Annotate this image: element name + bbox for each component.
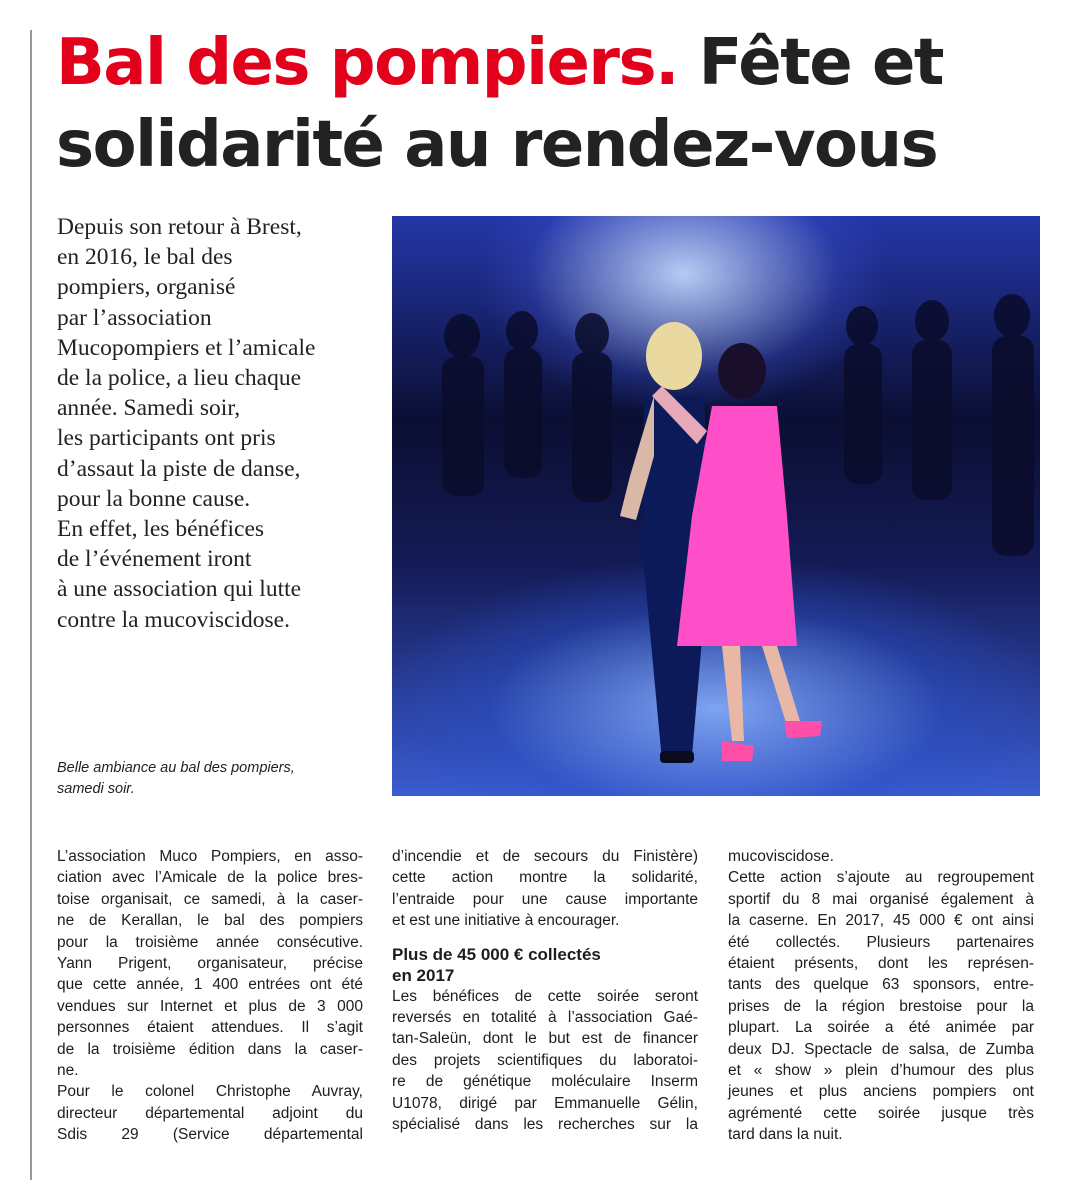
dance-photo-illustration: [392, 216, 1040, 796]
subheading-line: en 2017: [392, 965, 455, 985]
text-line: cette action montre la solidarité,: [392, 869, 698, 887]
text-line: sportif du 8 mai organisé également à: [728, 890, 1034, 908]
lead-line: de l’événement iront: [57, 546, 252, 573]
text-line: tants des quelque 63 sponsors, entre-: [728, 976, 1034, 994]
lead-line: Depuis son retour à Brest,: [57, 214, 302, 240]
headline: [56, 22, 1046, 186]
text-line: deux DJ. Spectacle de salsa, de Zumba: [728, 1040, 1034, 1058]
text-line: mucoviscidose.: [728, 848, 834, 865]
caption-line: samedi soir.: [57, 781, 135, 797]
text-line: Cette action s’ajoute au regroupement: [728, 869, 1034, 887]
lead-line: En effet, les bénéfices: [57, 516, 265, 543]
lead-line: pompiers, organisé: [57, 274, 236, 301]
text-line: Sdis 29 (Service départemental: [57, 1126, 363, 1144]
article-column-1: [57, 846, 363, 1146]
lead-line: en 2016, le bal des: [57, 244, 233, 271]
text-line: Pour le colonel Christophe Auvray,: [57, 1083, 363, 1101]
text-line: U1078, dirigé par Emmanuelle Gélin,: [392, 1094, 698, 1112]
headline-red: Bal des pompiers.: [56, 26, 678, 100]
text-line: L’association Muco Pompiers, en asso-: [57, 848, 363, 865]
lead-paragraph: [57, 212, 377, 635]
lead-line: les participants ont pris: [57, 425, 276, 452]
subheading-line: Plus de 45 000 € collectés: [392, 944, 601, 964]
text-line: l’entraide pour une cause importante: [392, 890, 698, 908]
text-line: personnes étaient attendues. Il s’agit: [57, 1019, 363, 1037]
text-line: re de génétique moléculaire Inserm: [392, 1073, 698, 1091]
text-line: agrémenté cette soirée jusque très: [728, 1104, 1034, 1122]
text-line: ne de Kerallan, le bal des pompiers: [57, 912, 363, 930]
text-line: vendues sur Internet et plus de 3 000: [57, 997, 363, 1015]
article-column-2: [392, 846, 698, 1135]
lead-line: Mucopompiers et l’amicale: [57, 334, 316, 361]
text-line: reversés en totalité à l’association Gaé-: [392, 1009, 698, 1027]
text-line: de la troisième édition dans la caser-: [57, 1040, 363, 1058]
text-line: la caserne. En 2017, 45 000 € ont ainsi: [728, 912, 1034, 930]
text-line: d’incendie et de secours du Finistère): [392, 848, 698, 865]
text-line: ciation avec l’Amicale de la police bres-: [57, 869, 363, 887]
lead-line: d’assaut la piste de danse,: [57, 455, 301, 482]
text-line: et « show » plein d’humour des plus: [728, 1062, 1034, 1080]
text-line: prises de la région brestoise pour la: [728, 997, 1034, 1015]
text-line: étaient présents, dont les représen-: [728, 955, 1034, 973]
text-line: directeur départemental adjoint du: [57, 1104, 363, 1122]
text-line: des projets scientifiques du laboratoi-: [392, 1051, 698, 1069]
text-line: été collectés. Plusieurs partenaires: [728, 933, 1034, 951]
lead-line: année. Samedi soir,: [57, 395, 241, 422]
text-line: Yann Prigent, organisateur, précise: [57, 955, 363, 973]
text-line: plupart. La soirée a été animée par: [728, 1019, 1034, 1037]
text-line: toise organisait, ce samedi, à la caser-: [57, 890, 363, 908]
dance-photo: [392, 216, 1040, 796]
text-line: tan-Saleün, dont le but est de financer: [392, 1030, 698, 1048]
section-subheading: [392, 944, 698, 986]
text-line: spécialisé dans les recherches sur la: [392, 1116, 698, 1134]
photo-caption: [57, 758, 357, 800]
lead-line: contre la mucoviscidose.: [57, 606, 290, 633]
text-line: que cette année, 1 400 entrées ont été: [57, 976, 363, 994]
caption-line: Belle ambiance au bal des pompiers,: [57, 760, 295, 776]
text-line: et est une initiative à encourager.: [392, 912, 620, 930]
lead-line: pour la bonne cause.: [57, 485, 251, 512]
lead-line: par l’association: [57, 304, 212, 331]
lead-line: à une association qui lutte: [57, 576, 302, 603]
lead-line: de la police, a lieu chaque: [57, 365, 302, 392]
text-line: Les bénéfices de cette soirée seront: [392, 987, 698, 1005]
text-line: tard dans la nuit.: [728, 1126, 843, 1144]
headline-dark: Fête et solidarité au rendez-vous: [56, 26, 943, 182]
text-line: ne.: [57, 1062, 79, 1080]
article-column-3: [728, 846, 1034, 1146]
column-rule: [30, 30, 32, 1180]
text-line: pour la troisième année consécutive.: [57, 933, 363, 951]
text-line: jeunes et plus anciens pompiers ont: [728, 1083, 1034, 1101]
